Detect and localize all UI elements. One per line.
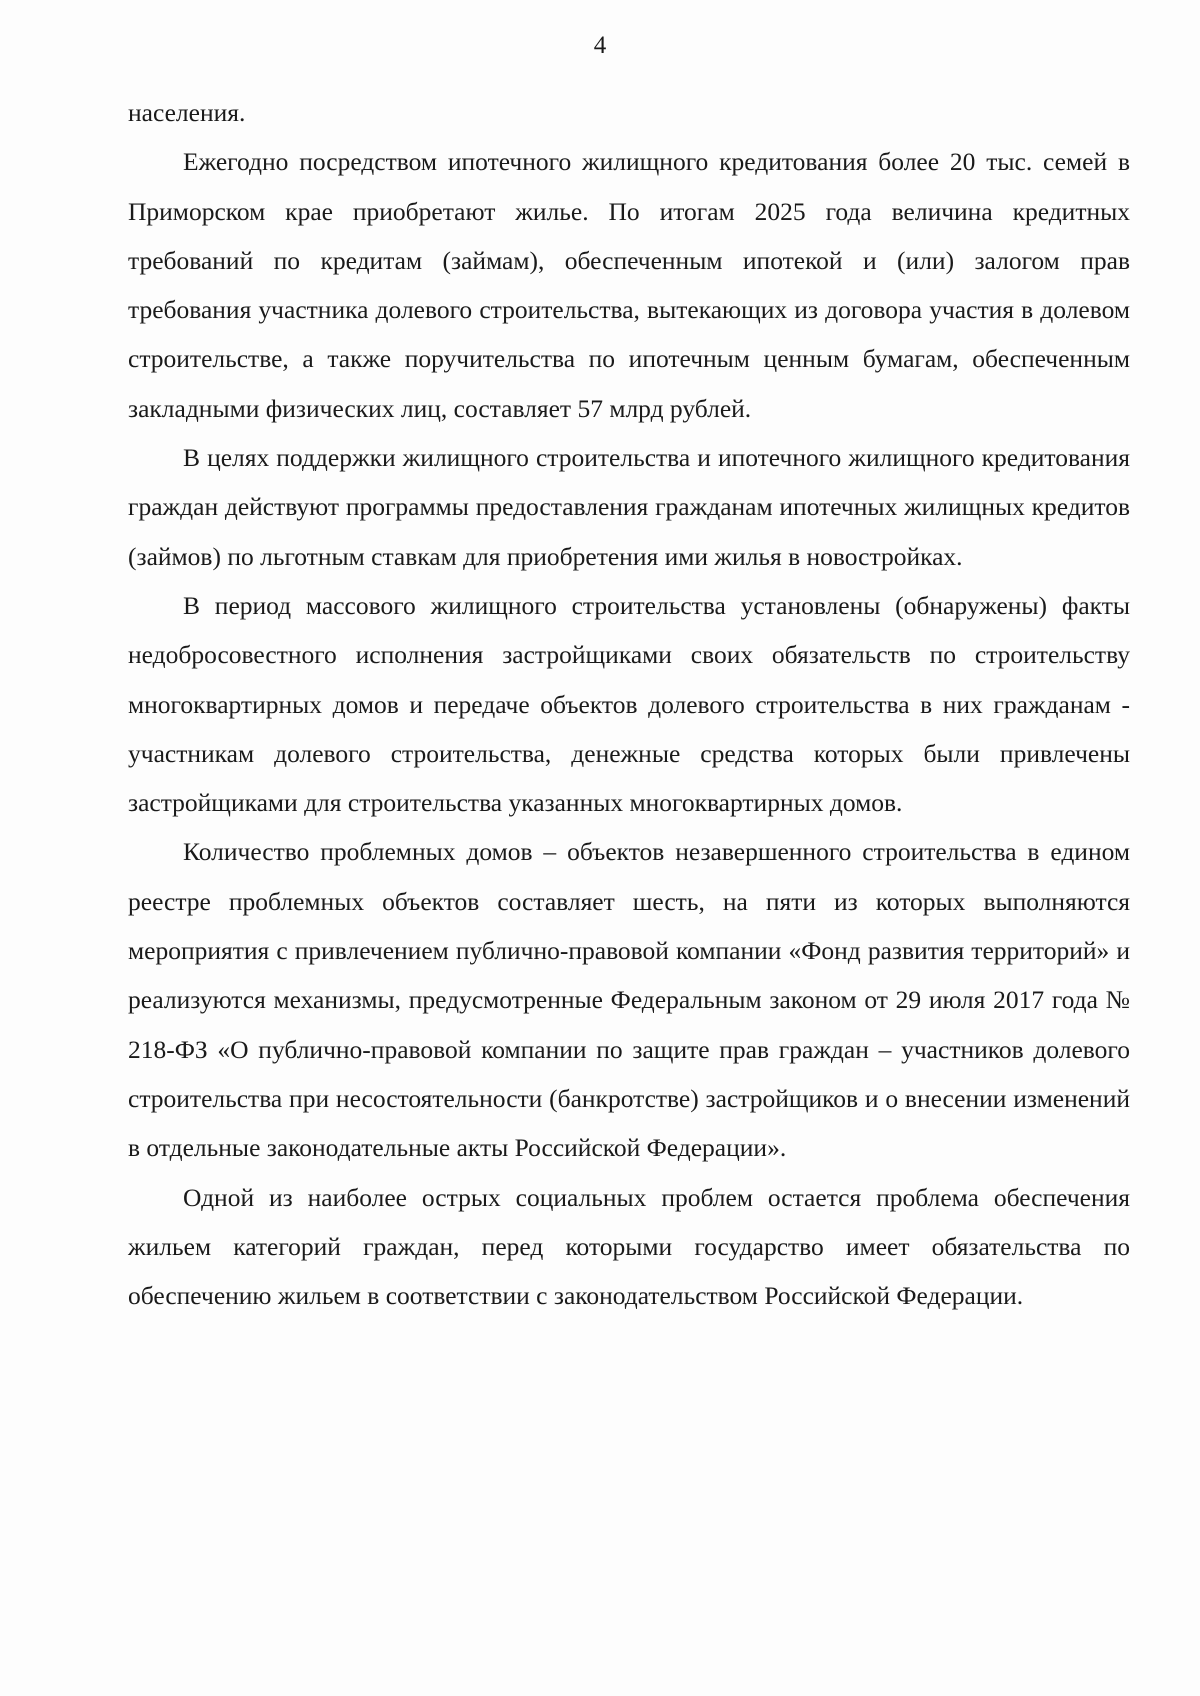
paragraph-continuation: населения. bbox=[128, 98, 246, 127]
paragraph-problem-houses: Количество проблемных домов – объектов незавершенного строительства в едином реестре проблемных объектов составляет шесть, на пяти из которых выполняются мероприятия с привлечением публично-правовой компании «Фонд развития территорий» и реализуются механизмы, предусмотренные Федеральным законом от 29 июля 2017 года № 218-ФЗ «О публично-правовой компании по защите прав граждан – участников долевого строительства при несостоятельности (банкротстве) застройщиков и о внесении изменений в отдельные законодательные акты Российской Федерации». bbox=[128, 837, 1130, 1163]
paragraph-housing-obligations: Одной из наиболее острых социальных проблем остается проблема обеспечения жильем категорий граждан, перед которыми государство имеет обязательства по обеспечению жильем в соответствии с законодательством Российской Федерации. bbox=[128, 1182, 1130, 1311]
page-number: 4 bbox=[593, 32, 607, 59]
paragraph-mortgage-lending: Ежегодно посредством ипотечного жилищного кредитования более 20 тыс. семей в Приморском крае приобретают жилье. По итогам 2025 года величина кредитных требований по кредитам (займам), обеспеченным ипотекой и (или) залогом прав требования участника долевого строительства, вытекающих из договора участия в долевом строительстве, а также поручительства по ипотечным ценным бумагам, обеспеченным закладными физических лиц, составляет 57 млрд рублей. bbox=[128, 147, 1130, 423]
paragraph-support-programs: В целях поддержки жилищного строительства и ипотечного жилищного кредитования граждан действуют программы предоставления гражданам ипотечных жилищных кредитов (займов) по льготным ставкам для приобретения ими жилья в новостройках. bbox=[128, 443, 1130, 571]
paragraph-developer-violations: В период массового жилищного строительства установлены (обнаружены) факты недобросовестного исполнения застройщиками своих обязательств по строительству многоквартирных домов и передаче объектов долевого строительства в них гражданам - участникам долевого строительства, денежные средства которых были привлечены застройщиками для строительства указанных многоквартирных домов. bbox=[128, 590, 1130, 818]
body-text bbox=[128, 88, 1130, 1320]
